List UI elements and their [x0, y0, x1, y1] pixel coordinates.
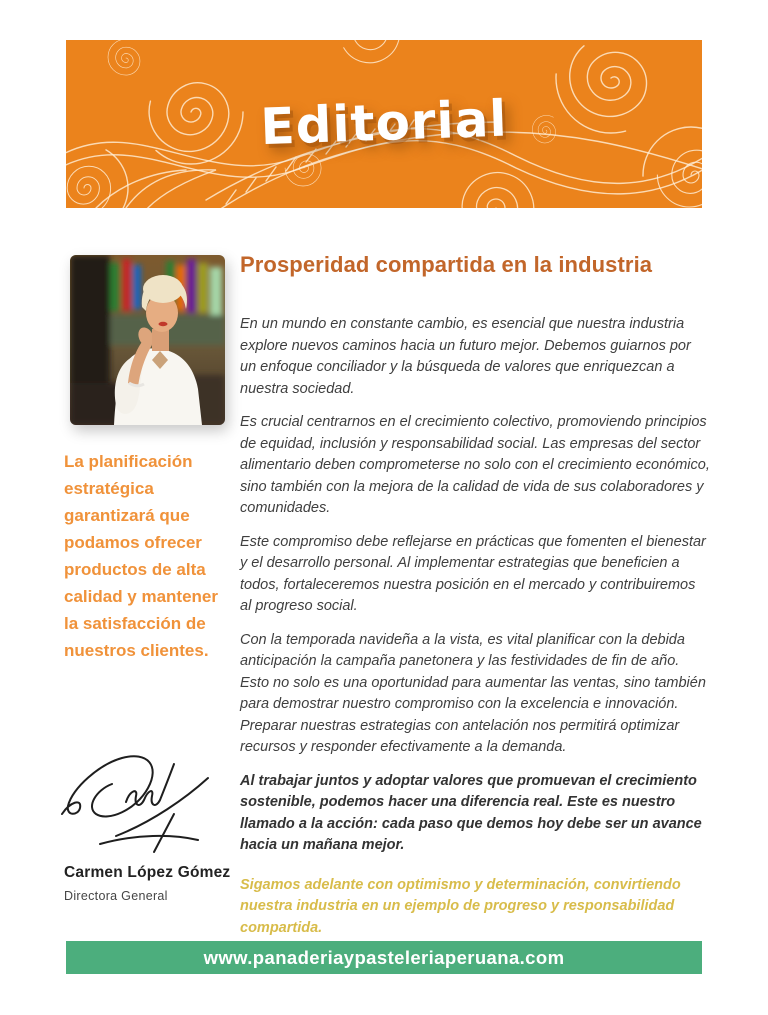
pull-quote: La planificación estratégica garantizará que podamos ofrecer productos de alta calidad y mantener la satisfacción de nuestros clientes. — [64, 452, 219, 660]
article-paragraph: Con la temporada navideña a la vista, es vital planificar con la debida anticipación la campaña panetonera y las festividades de fin de año. Esto no solo es una oportunidad para aumentar las ventas, sino también para demostrar nuestro compromiso con la excelencia e innovación. Preparar nuestras estrategias con antelación nos permitirá optimizar recursos y responder efectivamente a la demanda. — [240, 631, 706, 755]
article-paragraph: Este compromiso debe reflejarse en prácticas que fomenten el bienestar y el desarrollo personal. Al implementar estrategias que beneficien a todos, fortaleceremos nuestra posición en el mercado y contribuiremos al progreso social. — [240, 533, 706, 614]
author-name: Carmen López Gómez — [64, 864, 231, 881]
author-photo — [70, 255, 225, 425]
article-paragraph: En un mundo en constante cambio, es esencial que nuestra industria explore nuevos caminos hacia un futuro mejor. Debemos guiarnos por un enfoque conciliador y la búsqueda de valores que enriquezcan a nuestra sociedad. — [240, 316, 691, 397]
website-link[interactable]: www.panaderiaypasteleriaperuana.com — [203, 946, 565, 968]
closing-paragraph: Sigamos adelante con optimismo y determinación, convirtiendo nuestra industria en un ejemplo de progreso y responsabilidad compartida. — [240, 876, 681, 936]
article-paragraph: Es crucial centrarnos en el crecimiento colectivo, promoviendo principios de equidad, inclusión y responsabilidad social. Las empresas del sector alimentario deben comprometerse no solo con el crecimiento económico, sino también con la mejora de la calidad de vida de sus colaboradores y comunidades. — [240, 414, 710, 516]
signature — [56, 750, 221, 867]
call-to-action-paragraph: Al trabajar juntos y adoptar valores que promuevan el crecimiento sostenible, podemos hacer una diferencia real. Este es nuestro llamado a la acción: cada paso que demos hoy debe ser un avance hacia un mañana mejor. — [240, 772, 702, 853]
header-banner — [66, 40, 702, 208]
article-title: Prosperidad compartida en la industria — [240, 252, 653, 277]
author-portrait-illustration — [70, 255, 225, 425]
footer-bar — [66, 941, 702, 974]
page-title: Editorial — [259, 89, 509, 157]
signature-icon — [56, 750, 221, 862]
author-role: Directora General — [64, 889, 168, 903]
article — [240, 252, 710, 951]
